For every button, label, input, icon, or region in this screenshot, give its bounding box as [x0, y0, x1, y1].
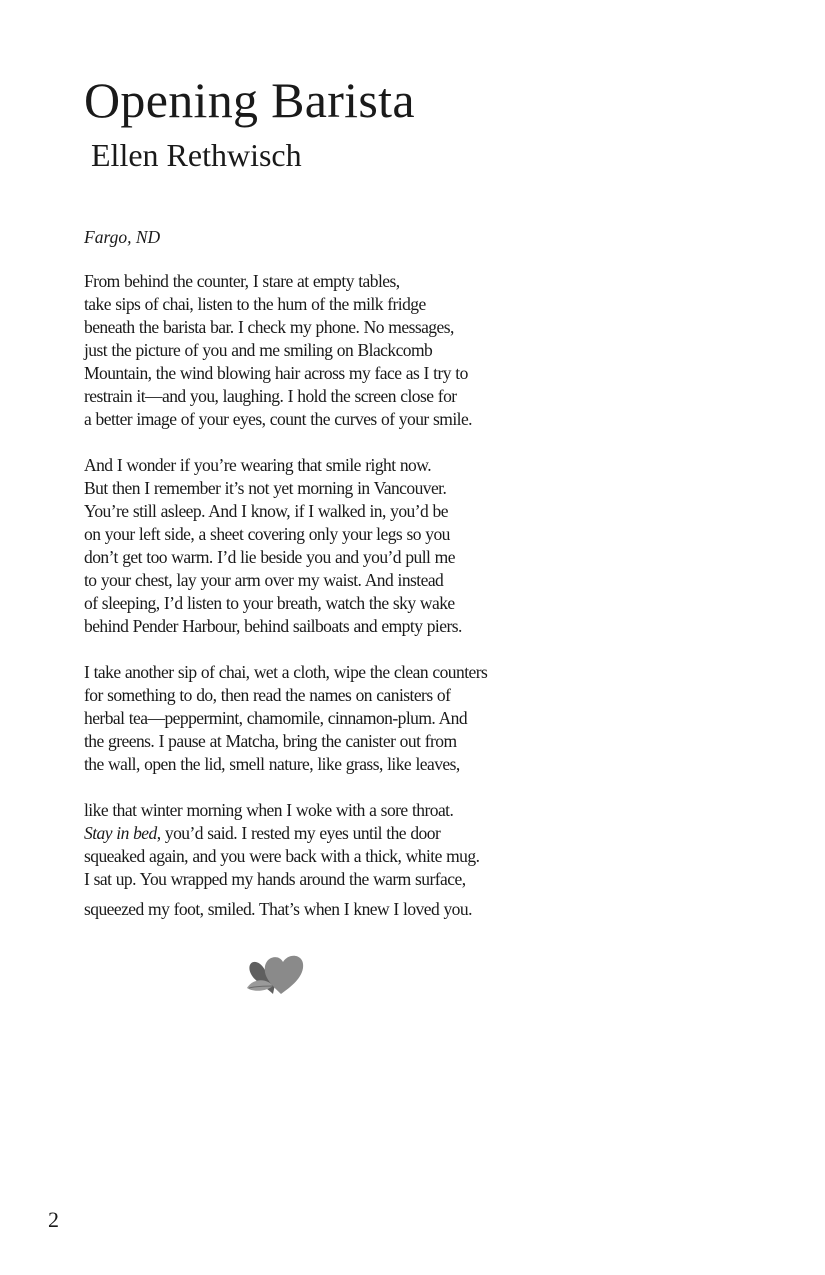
poem-line: don’t get too warm. I’d lie beside you and you’d pull me [84, 547, 455, 567]
poem-line: beneath the barista bar. I check my phone. No messages, [84, 317, 454, 337]
poem-line: the wall, open the lid, smell nature, like grass, like leaves, [84, 754, 460, 774]
poem-line-rest: , you’d said. I rested my eyes until the door [156, 823, 441, 843]
poem-line: on your left side, a sheet covering only your legs so you [84, 524, 450, 544]
poem-line: of sleeping, I’d listen to your breath, watch the sky wake [84, 593, 455, 613]
poem-line: herbal tea—peppermint, chamomile, cinnamon-plum. And [84, 708, 468, 728]
poem-line: just the picture of you and me smiling on Blackcomb [84, 340, 433, 360]
poem-italic-phrase: Stay in bed [84, 823, 157, 843]
poem-line: take sips of chai, listen to the hum of the milk fridge [84, 294, 426, 314]
poem-line: I take another sip of chai, wet a cloth, wipe the clean counters [84, 662, 488, 682]
poem-line: to your chest, lay your arm over my waist. And instead [84, 570, 444, 590]
poem-title: Opening Barista [84, 72, 415, 128]
poem-line: squeaked again, and you were back with a thick, white mug. [84, 846, 480, 866]
poem-line: the greens. I pause at Matcha, bring the canister out from [84, 731, 457, 751]
poem-stanza-2 [84, 454, 544, 638]
poem-line: squeezed my foot, smiled. That’s when I knew I loved you. [84, 899, 472, 919]
poem-line: Mountain, the wind blowing hair across my face as I try to [84, 363, 468, 383]
poem-line: I sat up. You wrapped my hands around the warm surface, [84, 869, 466, 889]
poem-line [84, 822, 544, 845]
poem-line: like that winter morning when I woke with a sore throat. [84, 800, 454, 820]
poem-location: Fargo, ND [84, 227, 161, 247]
poem-line: And I wonder if you’re wearing that smile right now. [84, 455, 432, 475]
poem-stanza-1 [84, 270, 544, 431]
poem-line: for something to do, then read the names on canisters of [84, 685, 451, 705]
poem-line: restrain it—and you, laughing. I hold the screen close for [84, 386, 457, 406]
poem-line: From behind the counter, I stare at empty tables, [84, 271, 400, 291]
poem-line: a better image of your eyes, count the curves of your smile. [84, 409, 472, 429]
poem-line: But then I remember it’s not yet morning in Vancouver. [84, 478, 447, 498]
poem-body [84, 270, 544, 944]
poem-line: You’re still asleep. And I know, if I walked in, you’d be [84, 501, 448, 521]
poem-author: Ellen Rethwisch [91, 137, 302, 173]
page-number: 2 [48, 1207, 59, 1232]
heart-leaf-icon [243, 948, 307, 1000]
poem-stanza-3 [84, 661, 544, 776]
poem-line: behind Pender Harbour, behind sailboats and empty piers. [84, 616, 462, 636]
poem-stanza-4 [84, 799, 544, 921]
